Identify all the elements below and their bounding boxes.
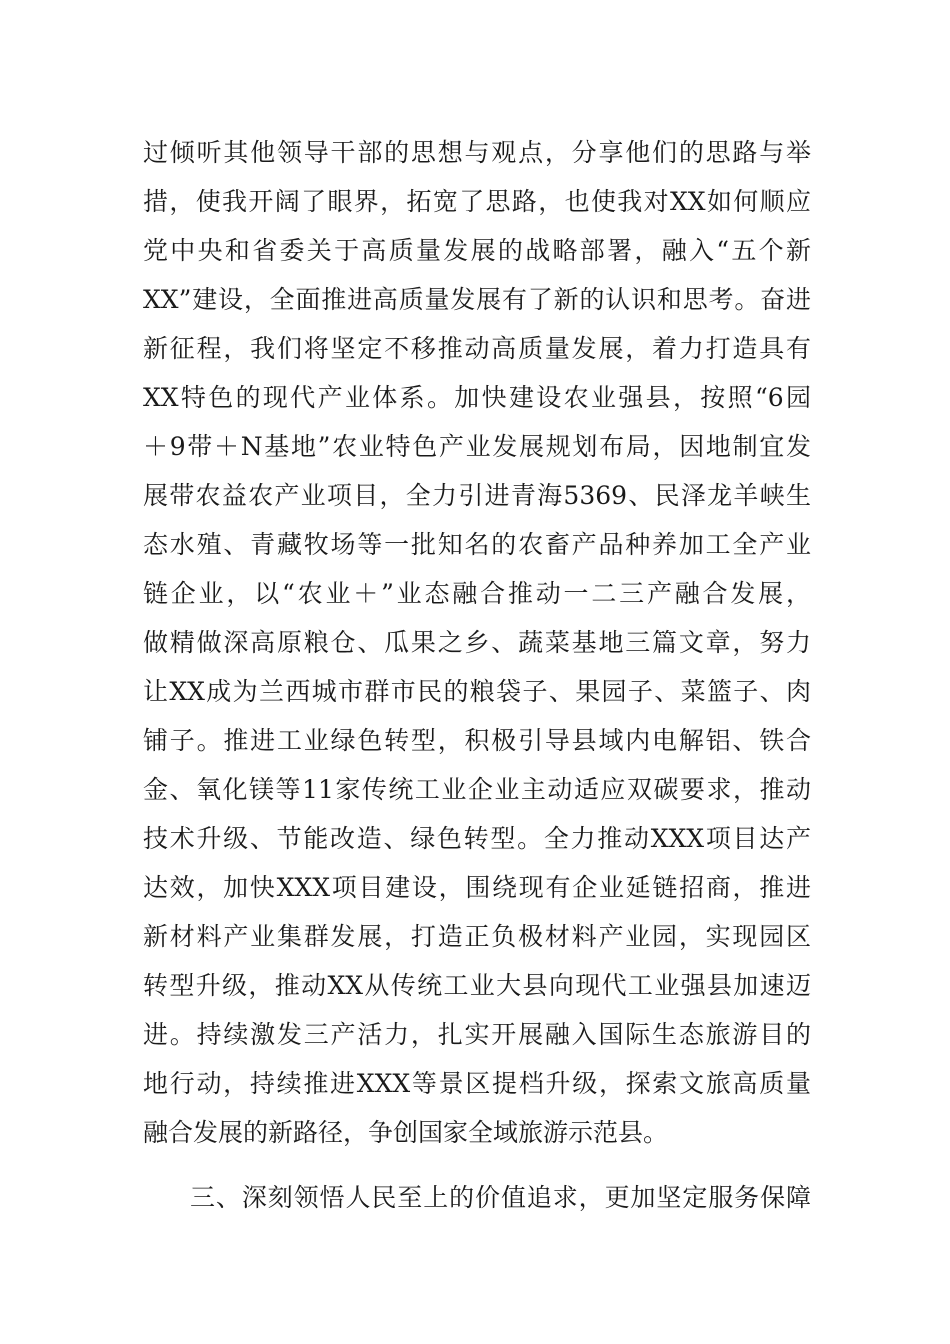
paragraph-line: 展带农益农产业项目，全力引进青海5369、民泽龙羊峡生 bbox=[143, 481, 811, 510]
paragraph-line: 新征程，我们将坚定不移推动高质量发展，着力打造具有 bbox=[143, 334, 811, 363]
paragraph-line: 铺子。推进工业绿色转型，积极引导县域内电解铝、铁合 bbox=[143, 726, 811, 755]
paragraph-line: 地行动，持续推进XXX等景区提档升级，探索文旅高质量 bbox=[143, 1069, 811, 1098]
paragraph-line: XX”建设，全面推进高质量发展有了新的认识和思考。奋进 bbox=[143, 285, 811, 314]
paragraph-line: XX特色的现代产业体系。加快建设农业强县，按照“6园 bbox=[143, 383, 811, 412]
body-paragraph bbox=[143, 128, 811, 1157]
paragraph-line: 链企业，以“农业＋”业态融合推动一二三产融合发展， bbox=[143, 579, 811, 608]
paragraph-line: 融合发展的新路径，争创国家全域旅游示范县。 bbox=[143, 1118, 669, 1147]
paragraph-line: ＋9带＋N基地”农业特色产业发展规划布局，因地制宜发 bbox=[143, 432, 811, 461]
paragraph-line: 措，使我开阔了眼界，拓宽了思路，也使我对XX如何顺应 bbox=[143, 187, 811, 216]
paragraph-line: 金、氧化镁等11家传统工业企业主动适应双碳要求，推动 bbox=[143, 775, 811, 804]
paragraph-line: 进。持续激发三产活力，扎实开展融入国际生态旅游目的 bbox=[143, 1020, 811, 1049]
paragraph-line: 新材料产业集群发展，打造正负极材料产业园，实现园区 bbox=[143, 922, 811, 951]
paragraph-line: 转型升级，推动XX从传统工业大县向现代工业强县加速迈 bbox=[143, 971, 811, 1000]
paragraph-line: 态水殖、青藏牧场等一批知名的农畜产品种养加工全产业 bbox=[143, 530, 811, 559]
paragraph-line: 过倾听其他领导干部的思想与观点，分享他们的思路与举 bbox=[143, 138, 811, 167]
section-heading: 三、深刻领悟人民至上的价值追求，更加坚定服务保障 bbox=[190, 1183, 811, 1212]
paragraph-line: 达效，加快XXX项目建设，围绕现有企业延链招商，推进 bbox=[143, 873, 811, 902]
paragraph-line: 做精做深高原粮仓、瓜果之乡、蔬菜基地三篇文章，努力 bbox=[143, 628, 811, 657]
paragraph-line: 让XX成为兰西城市群市民的粮袋子、果园子、菜篮子、肉 bbox=[143, 677, 811, 706]
paragraph-line: 党中央和省委关于高质量发展的战略部署，融入“五个新 bbox=[143, 236, 811, 265]
paragraph-line: 技术升级、节能改造、绿色转型。全力推动XXX项目达产 bbox=[143, 824, 811, 853]
